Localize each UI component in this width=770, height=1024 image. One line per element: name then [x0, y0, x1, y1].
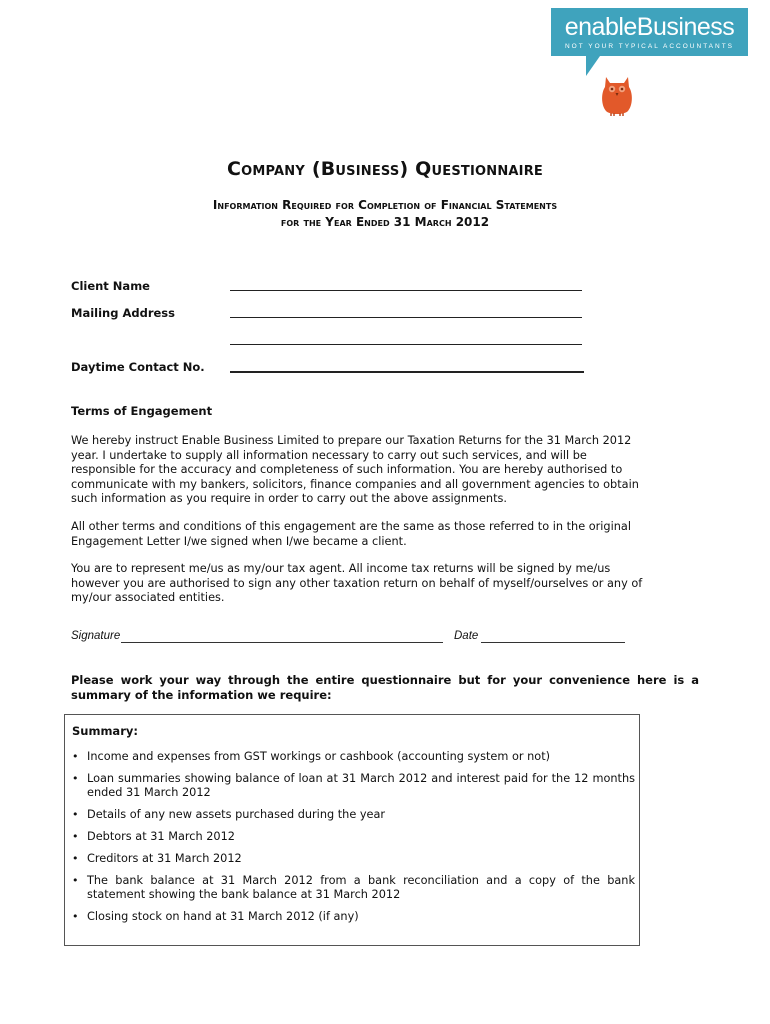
page-subtitle-line-1: Information Required for Completion of Financial Statements	[212, 198, 558, 212]
bullet-icon: •	[72, 771, 79, 785]
terms-paragraph-1: We hereby instruct Enable Business Limited to prepare our Taxation Returns for the 31 March 2012 year. I undertake to supply all information necessary to carry out such services, and will be responsible for the accuracy and completeness of such information. You are hereby authorised to communicate with my bankers, solicitors, finance companies and all government agencies to obtain such information as you require in order to carry out the above assignments.	[71, 434, 639, 506]
client-name-label: Client Name	[71, 279, 150, 293]
list-item-text: Debtors at 31 March 2012	[87, 830, 235, 844]
list-item	[71, 830, 635, 844]
mailing-address-field-line-1[interactable]	[230, 317, 582, 318]
terms-paragraph-3: You are to represent me/us as my/our tax agent. All income tax returns will be signed by me/us however you are authorised to sign any other taxation return on behalf of myself/ourselves or any of my/our associated entities.	[71, 562, 643, 605]
mailing-address-label: Mailing Address	[71, 306, 175, 320]
bullet-icon: •	[72, 750, 79, 763]
summary-list	[71, 750, 635, 932]
logo-speech-tail	[586, 56, 600, 76]
mailing-address-field-line-2[interactable]	[230, 344, 582, 345]
list-item	[71, 808, 635, 822]
terms-heading: Terms of Engagement	[71, 404, 213, 418]
owl-icon	[600, 73, 634, 117]
signature-field[interactable]	[121, 642, 443, 643]
bullet-icon: •	[72, 808, 79, 822]
date-label: Date	[454, 630, 479, 642]
list-item	[71, 772, 635, 801]
list-item-text: Details of any new assets purchased during the year	[87, 808, 386, 822]
bullet-icon: •	[72, 852, 79, 866]
summary-intro-note: Please work your way through the entire questionnaire but for your convenience here is a summary of the information we require:	[71, 673, 699, 702]
list-item-text: The bank balance at 31 March 2012 from a bank reconciliation and a copy of the bank statement showing the bank balance at 31 March 2012	[87, 873, 635, 902]
list-item-text: Loan summaries showing balance of loan at 31 March 2012 and interest paid for the 12 months ended 31 March 2012	[87, 771, 635, 800]
bullet-icon: •	[72, 910, 79, 924]
client-name-field[interactable]	[230, 290, 582, 291]
bullet-icon: •	[72, 830, 79, 844]
page-subtitle-line-2: for the Year Ended 31 March 2012	[280, 215, 490, 229]
summary-box	[64, 714, 640, 946]
list-item	[71, 874, 635, 903]
daytime-contact-field[interactable]	[230, 371, 584, 373]
list-item-text: Creditors at 31 March 2012	[87, 852, 242, 866]
logo-name: enableBusiness	[564, 13, 735, 41]
list-item	[71, 910, 635, 924]
summary-heading: Summary:	[72, 724, 138, 738]
bullet-icon: •	[72, 873, 79, 887]
date-field[interactable]	[481, 642, 625, 643]
daytime-contact-label: Daytime Contact No.	[71, 360, 205, 374]
company-logo	[551, 8, 748, 56]
list-item-text: Income and expenses from GST workings or cashbook (accounting system or not)	[87, 750, 551, 763]
page-title: Company (Business) Questionnaire	[226, 158, 543, 180]
terms-paragraph-2: All other terms and conditions of this engagement are the same as those referred to in the original Engagement Letter I/we signed when I/we became a client.	[71, 520, 631, 548]
list-item-text: Closing stock on hand at 31 March 2012 (if any)	[87, 910, 359, 924]
signature-label: Signature	[71, 630, 121, 642]
list-item	[71, 750, 635, 764]
logo-tagline: NOT YOUR TYPICAL ACCOUNTANTS	[564, 43, 735, 50]
list-item	[71, 852, 635, 866]
